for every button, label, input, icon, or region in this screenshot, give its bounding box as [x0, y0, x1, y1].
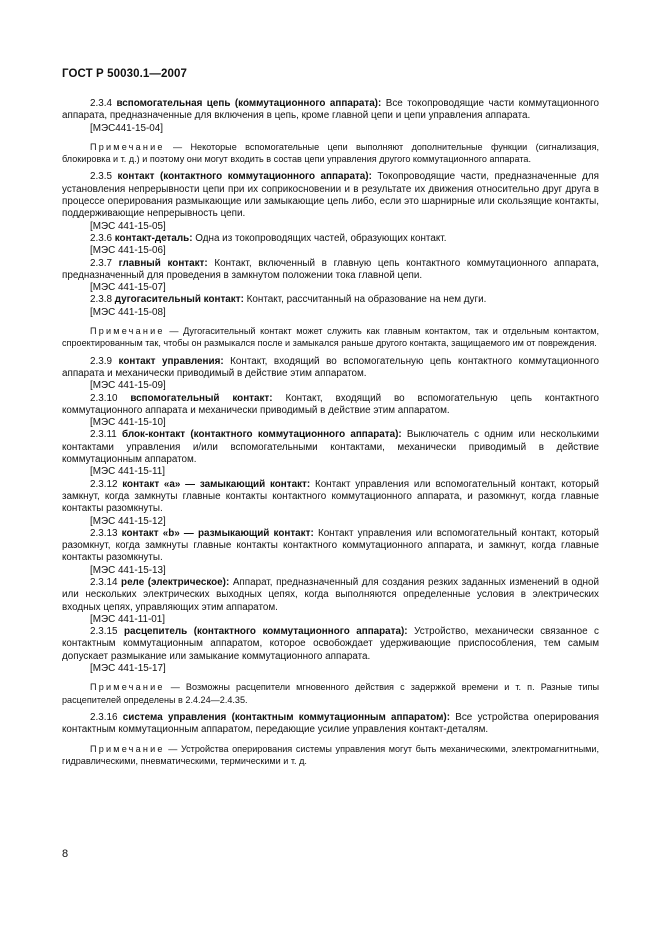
term: система управления (контактным коммутационным аппаратом): [122, 711, 450, 723]
section-2-3-16 [62, 712, 599, 737]
term: вспомогательная цепь (коммутационного аппарата): [116, 98, 382, 109]
clause-number: 2.3.4 [90, 98, 112, 109]
note-label: Примечание [90, 141, 165, 152]
section-2-3-6 [62, 233, 599, 245]
definition: Контакт, рассчитанный на образование на нем дуги. [246, 294, 487, 306]
definition: Контакт, включенный в главную цепь контактного коммутационного аппарата, предназначенный для проведения в замкнутом положении тока главной цепи. [62, 257, 599, 281]
clause-number: 2.3.10 [90, 392, 118, 404]
term: контакт (контактного коммутационного аппарата): [117, 171, 372, 183]
definition: Все токопроводящие части коммутационного аппарата, предназначенные для включения в цепь, кроме главной цепи и цепи управления аппарата. [62, 98, 599, 122]
note-label: Примечание [90, 743, 165, 754]
definition: Устройство, механически связанное с контактным коммутационным аппаратом, которое освобождает удерживающие приспособления, тем самым допускает размыкание или замыкание коммутационного аппарата. [62, 626, 599, 662]
section-2-3-5 [62, 171, 599, 220]
note-text: — Возможны расцепители мгновенного действия с задержкой времени и т. п. Разные типы расцепителей определены в 2.4.24—2.4.35. [62, 682, 599, 705]
definition: Одна из токопроводящих частей, образующих контакт. [195, 232, 447, 244]
term: главный контакт: [118, 257, 208, 269]
clause-number: 2.3.15 [90, 626, 118, 638]
term: контакт-деталь: [114, 232, 193, 244]
reference: [МЭС 441-15-17] [90, 663, 166, 675]
reference: [МЭС 441-15-06] [90, 245, 166, 257]
section-2-3-7 [62, 258, 599, 283]
definition: Все устройства оперирования контактным коммутационным аппаратом, передающие усилие управления контакт-деталям. [62, 711, 600, 736]
note [62, 141, 599, 166]
definition: Контакт управления или вспомогательный контакт, который разомкнут, когда замкнуты главные контакты контактного коммутационного аппарата, и замкнут, когда главные контакты разомкнуты. [62, 527, 600, 564]
section-2-3-15 [62, 626, 599, 663]
note-label: Примечание [90, 326, 165, 337]
note-text: — Устройства оперирования системы управления могут быть механическими, электромагнитными, гидравлическими, пневматическими, термическими и т. д. [62, 743, 599, 766]
clause-number: 2.3.11 [90, 429, 117, 441]
reference: [МЭС441-15-04] [90, 122, 163, 134]
standard-header: ГОСТ Р 50030.1—2007 [62, 68, 187, 80]
term: контакт «а» — замыкающий контакт: [122, 478, 311, 490]
clause-number: 2.3.9 [90, 355, 112, 367]
definition: Выключатель с одним или несколькими контактами управления и/или вспомогательными контактами, механически приводимый в действие коммутационным аппаратом. [62, 429, 599, 466]
section-2-3-8 [62, 294, 599, 306]
reference: [МЭС 441-15-07] [90, 282, 166, 294]
clause-number: 2.3.5 [90, 171, 112, 183]
term: контакт «b» — размыкающий контакт: [121, 527, 314, 539]
clause-number: 2.3.12 [90, 478, 118, 490]
section-2-3-11 [62, 429, 599, 466]
reference: [МЭС 441-15-09] [90, 380, 166, 392]
reference: [МЭС 441-11-01] [90, 613, 165, 625]
clause-number: 2.3.14 [90, 576, 118, 588]
term: реле (электрическое): [121, 576, 230, 588]
term: дугогасительный контакт: [114, 294, 244, 306]
definition: Контакт управления или вспомогательный контакт, который замкнут, когда замкнуты главные контакты контактного коммутационного аппарата, и разомкнут, когда главные контакты разомкнуты. [62, 478, 599, 515]
section-2-3-13 [62, 528, 599, 565]
reference: [МЭС 441-15-12] [90, 515, 166, 527]
term: блок-контакт (контактного коммутационного аппарата): [121, 429, 402, 441]
clause-number: 2.3.6 [90, 232, 112, 244]
term: вспомогательный контакт: [130, 392, 273, 404]
page-content [62, 98, 599, 767]
section-2-3-10 [62, 393, 599, 418]
section-2-3-4 [62, 98, 599, 123]
clause-number: 2.3.13 [90, 527, 118, 539]
definition: Контакт, входящий во вспомогательную цепь контактного коммутационного аппарата и механически приводимый в действие этим аппаратом. [62, 355, 599, 379]
term: расцепитель (контактного коммутационного аппарата): [123, 626, 408, 638]
section-2-3-9 [62, 356, 599, 381]
reference: [МЭС 441-15-05] [90, 220, 166, 232]
section-2-3-12 [62, 479, 599, 516]
reference: [МЭС 441-15-13] [90, 564, 166, 576]
note [62, 743, 599, 768]
definition: Токопроводящие части, предназначенные для установления непрерывности цепи при их соприкосновении и в результате их движения относительно друг друга в процессе оперирования размыкающие или замыкающие цепь либо, если это шарнирные или скользящие контакты, поддерживающие непрерывность цепи. [62, 171, 600, 220]
note-text: — Дугогасительный контакт может служить как главным контактом, так и отдельным контактом, спроектированным так, чтобы он размыкался после и замыкался раньше другого контакта, защищаемого им от повреждения. [62, 326, 600, 349]
clause-number: 2.3.16 [90, 711, 118, 723]
reference: [МЭС 441-15-11] [90, 466, 165, 478]
clause-number: 2.3.7 [90, 257, 112, 269]
note-label: Примечание [90, 682, 165, 693]
term: контакт управления: [118, 355, 224, 367]
definition: Аппарат, предназначенный для создания резких заданных изменений в одной или нескольких электрических выходных цепях, когда выполняются определенные условия в электрических входных цепях, управляющих этим аппаратом. [62, 576, 600, 613]
note-text: — Некоторые вспомогательные цепи выполняют дополнительные функции (сигнализация, блокировка и т. д.) и поэтому они могут входить в состав цепи управления другого коммутационного аппарата. [62, 141, 600, 165]
note [62, 681, 599, 706]
clause-number: 2.3.8 [90, 294, 112, 306]
section-2-3-14 [62, 577, 599, 614]
page-number: 8 [62, 848, 69, 860]
note [62, 325, 599, 350]
reference: [МЭС 441-15-10] [90, 417, 166, 429]
definition: Контакт, входящий во вспомогательную цепь контактного коммутационного аппарата и механически приводимый в действие этим аппаратом. [62, 392, 599, 416]
reference: [МЭС 441-15-08] [90, 306, 166, 318]
